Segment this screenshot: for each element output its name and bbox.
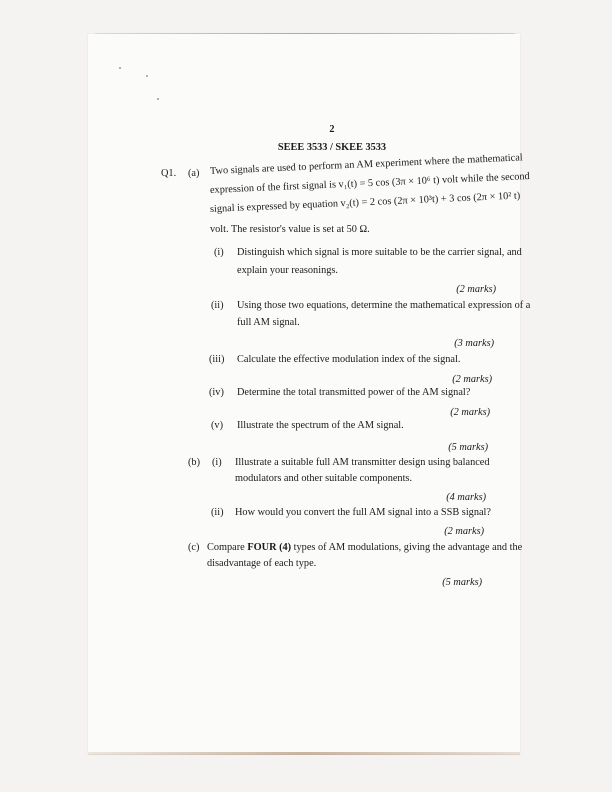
marks: (5 marks): [442, 577, 482, 588]
part-c-text: [207, 541, 522, 554]
scan-speck: [157, 98, 159, 100]
marks: (5 marks): [448, 442, 488, 453]
subpart-text: Using those two equations, determine the mathematical expression of a: [237, 300, 531, 311]
scan-speck: [119, 67, 121, 69]
subpart-label: (v): [211, 420, 224, 431]
marks: (2 marks): [444, 526, 484, 537]
part-c-emph: FOUR (4): [247, 542, 292, 553]
intro-line: signal is expressed by equation v₂(t) = 2 cos (2π × 10³t) + 3 cos (2π × 10² t): [209, 190, 521, 215]
marks: (2 marks): [452, 374, 492, 385]
question-label: Q1.: [161, 168, 177, 179]
subpart-text: explain your reasonings.: [237, 265, 338, 276]
part-c-rest: types of AM modulations, giving the advantage and the: [293, 542, 523, 553]
subpart-label: (i): [212, 457, 222, 468]
part-c-lead: Compare: [207, 542, 245, 553]
subpart-text: Illustrate a suitable full AM transmitter design using balanced: [235, 457, 490, 468]
subpart-text: How would you convert the full AM signal into a SSB signal?: [235, 507, 491, 518]
subpart-text: modulators and other suitable components.: [235, 473, 413, 484]
scan-speck: [146, 75, 148, 77]
intro-line: Two signals are used to perform an AM experiment where the mathematical: [209, 152, 523, 177]
subpart-text: Calculate the effective modulation index of the signal.: [237, 354, 461, 365]
subpart-label: (ii): [211, 300, 224, 311]
scan-bottom-edge: [88, 752, 520, 755]
page-number: 2: [329, 124, 335, 135]
subpart-text: full AM signal.: [237, 317, 300, 328]
part-a-label: (a): [188, 168, 200, 179]
marks: (2 marks): [456, 284, 496, 295]
part-b-label: (b): [188, 457, 201, 468]
subpart-label: (iii): [209, 354, 225, 365]
marks: (4 marks): [446, 492, 486, 503]
part-c-text: disadvantage of each type.: [207, 558, 317, 569]
part-c-label: (c): [188, 542, 200, 553]
subpart-label: (iv): [209, 387, 224, 398]
subpart-text: Distinguish which signal is more suitable to be the carrier signal, and: [237, 247, 522, 258]
marks: (2 marks): [450, 407, 490, 418]
subpart-text: Illustrate the spectrum of the AM signal.: [237, 420, 404, 431]
subpart-label: (ii): [211, 507, 224, 518]
intro-line: volt. The resistor's value is set at 50 Ω.: [210, 224, 370, 235]
subpart-label: (i): [214, 247, 224, 258]
marks: (3 marks): [454, 338, 494, 349]
subpart-text: Determine the total transmitted power of the AM signal?: [237, 387, 471, 398]
course-codes: SEEE 3533 / SKEE 3533: [277, 142, 387, 153]
intro-line: expression of the first signal is v₁(t) = 5 cos (3π × 10⁶ t) volt while the second: [209, 171, 530, 196]
